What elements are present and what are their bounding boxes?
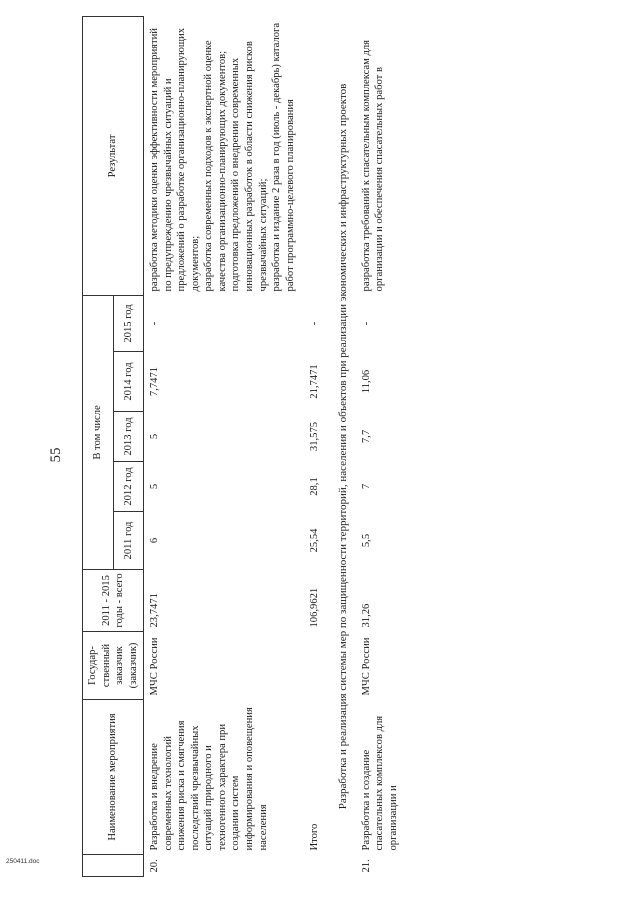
- amount-2011: 5,5: [360, 533, 372, 548]
- header-name: Наименование мероприятия: [83, 700, 144, 855]
- header-no: [83, 855, 144, 877]
- total-amount: 23,7471: [149, 593, 161, 628]
- header-customer: Государ-ственный заказчик (заказчик): [83, 632, 144, 700]
- total-label: Итого: [309, 823, 321, 851]
- result-text: разработка методики оценки эффективности мероприятий по предупреждению чрезвычайных ситуаций и предложений о разработке организационно-планирующих документов; разработка современных подходов к экспертной оценке качества организационно-планирующих документов; подготовка предложений о внедрении современных инновационных разработок в области снижения рисков чрезвычайных ситуаций; разработка и издание 2 раза в год (июль - декабрь) каталога работ программно-целевого планирования: [149, 22, 296, 292]
- page-number: 55: [48, 447, 64, 463]
- amount-2013: 7,7: [360, 429, 372, 444]
- customer: МЧС России: [360, 637, 372, 696]
- total-2011: 25,54: [309, 528, 321, 553]
- header-total: 2011 - 2015 годы - всего: [83, 570, 144, 632]
- customer: МЧС России: [149, 637, 161, 696]
- total-2013: 31,575: [309, 421, 321, 452]
- header-year-2013: 2013 год: [113, 412, 144, 462]
- result-text: разработка требований к спасательным комплексам для организации и обеспечения спасательных работ в: [360, 39, 386, 292]
- amount-2015: -: [149, 321, 161, 326]
- amount-2011: 6: [149, 537, 161, 544]
- amount-2014: 7,7471: [149, 366, 161, 397]
- file-footer: 250411.doc: [6, 858, 40, 865]
- measure-name: Разработка и создание спасательных комплексов для организации и: [360, 715, 399, 851]
- amount-2012: 5: [149, 483, 161, 490]
- header-year-2014: 2014 год: [113, 352, 144, 412]
- header-year-2011: 2011 год: [113, 512, 144, 570]
- amount-2014: 11,06: [360, 369, 372, 394]
- header-result: Результат: [83, 16, 144, 295]
- grand-total: 106,9621: [309, 587, 321, 628]
- total-2012: 28,1: [309, 477, 321, 496]
- total-2015: -: [309, 321, 321, 326]
- header-including: В том числе: [83, 295, 114, 569]
- measures-table: [82, 16, 404, 877]
- measure-name: Разработка и внедрение современных технологий снижения риска и смягчения последствий чрезвычайных ситуаций природного и техногенного характера при создании систем информирования и оповещения населения: [149, 707, 269, 851]
- amount-2013: 5: [149, 433, 161, 440]
- amount-2015: -: [360, 321, 372, 326]
- table-row: [144, 16, 302, 876]
- section-row: [330, 16, 356, 876]
- header-year-2012: 2012 год: [113, 462, 144, 512]
- row-number: 20.: [149, 859, 161, 873]
- header-year-2015: 2015 год: [113, 295, 144, 351]
- row-number: 21.: [360, 859, 372, 873]
- total-amount: 31,26: [360, 603, 372, 628]
- amount-2012: 7: [360, 483, 372, 490]
- total-row: [301, 16, 330, 876]
- total-2014: 21,7471: [309, 364, 321, 399]
- section-title: Разработка и реализация системы мер по защищенности территорий, населения и объектов при реализации экономических и инфраструктурных проектов: [336, 83, 349, 810]
- table-row: [356, 16, 405, 876]
